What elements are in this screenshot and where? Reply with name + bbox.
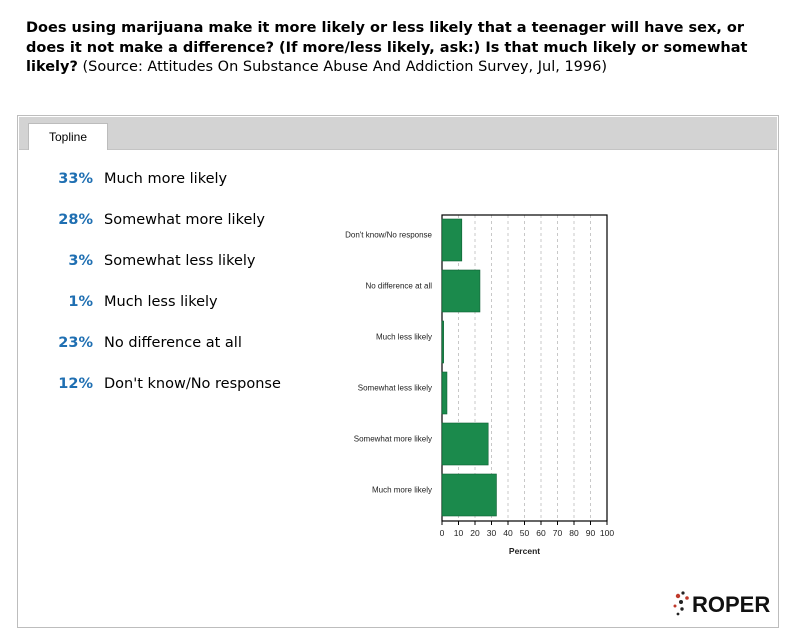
x-tick-label: 70 <box>552 528 563 538</box>
tab-topline[interactable]: Topline <box>28 123 108 150</box>
result-label: No difference at all <box>104 335 242 351</box>
result-label: Don't know/No response <box>104 376 281 392</box>
question-bold: Does using marijuana make it more likely or less likely that a teenager will have sex, or does it not make a difference? (If more/less likely, ask:) Is that much likely or somewhat likely? <box>26 20 748 75</box>
question-text <box>26 19 776 78</box>
category-label: Much less likely <box>375 332 432 342</box>
bar <box>442 423 488 465</box>
bar-chart-svg <box>318 211 638 591</box>
result-percent: 3% <box>68 253 93 269</box>
result-percent: 23% <box>58 335 93 351</box>
result-row <box>18 169 338 189</box>
result-percent: 12% <box>58 376 93 392</box>
x-tick-label: 0 <box>439 528 445 538</box>
category-label: Somewhat less likely <box>357 383 432 393</box>
bar <box>442 474 496 516</box>
x-tick-label: 10 <box>453 528 464 538</box>
x-tick-label: 90 <box>585 528 596 538</box>
category-label: Much more likely <box>371 485 432 495</box>
x-tick-label: 30 <box>486 528 497 538</box>
result-percent: 33% <box>58 171 93 187</box>
x-tick-label: 80 <box>569 528 579 538</box>
category-label: No difference at all <box>365 281 432 291</box>
roper-logo <box>668 588 778 618</box>
x-tick-label: 20 <box>470 528 480 538</box>
bar-chart <box>318 211 638 591</box>
result-row <box>18 374 338 394</box>
result-label: Somewhat less likely <box>104 253 256 269</box>
result-label: Much more likely <box>104 171 228 187</box>
bar <box>442 372 447 414</box>
x-tick-label: 50 <box>519 528 530 538</box>
bar <box>442 270 480 312</box>
result-row <box>18 292 338 312</box>
bar <box>442 321 444 363</box>
result-row <box>18 333 338 353</box>
x-tick-label: 40 <box>503 528 513 538</box>
roper-logo-mark-icon <box>674 591 689 615</box>
result-row <box>18 251 338 271</box>
result-label: Somewhat more likely <box>104 212 265 228</box>
tab-bar <box>19 117 777 150</box>
results-panel <box>17 115 779 628</box>
x-tick-label: 100 <box>599 528 615 538</box>
x-axis-label: Percent <box>508 546 541 556</box>
result-percent: 1% <box>68 294 93 310</box>
x-tick-label: 60 <box>536 528 546 538</box>
result-row <box>18 210 338 230</box>
result-label: Much less likely <box>104 294 218 310</box>
category-label: Somewhat more likely <box>353 434 432 444</box>
category-label: Don't know/No response <box>345 230 432 240</box>
roper-logo-text: ROPER <box>692 592 771 617</box>
result-percent: 28% <box>58 212 93 228</box>
bar <box>442 219 462 261</box>
question-source: (Source: Attitudes On Substance Abuse And Addiction Survey, Jul, 1996) <box>77 59 607 75</box>
